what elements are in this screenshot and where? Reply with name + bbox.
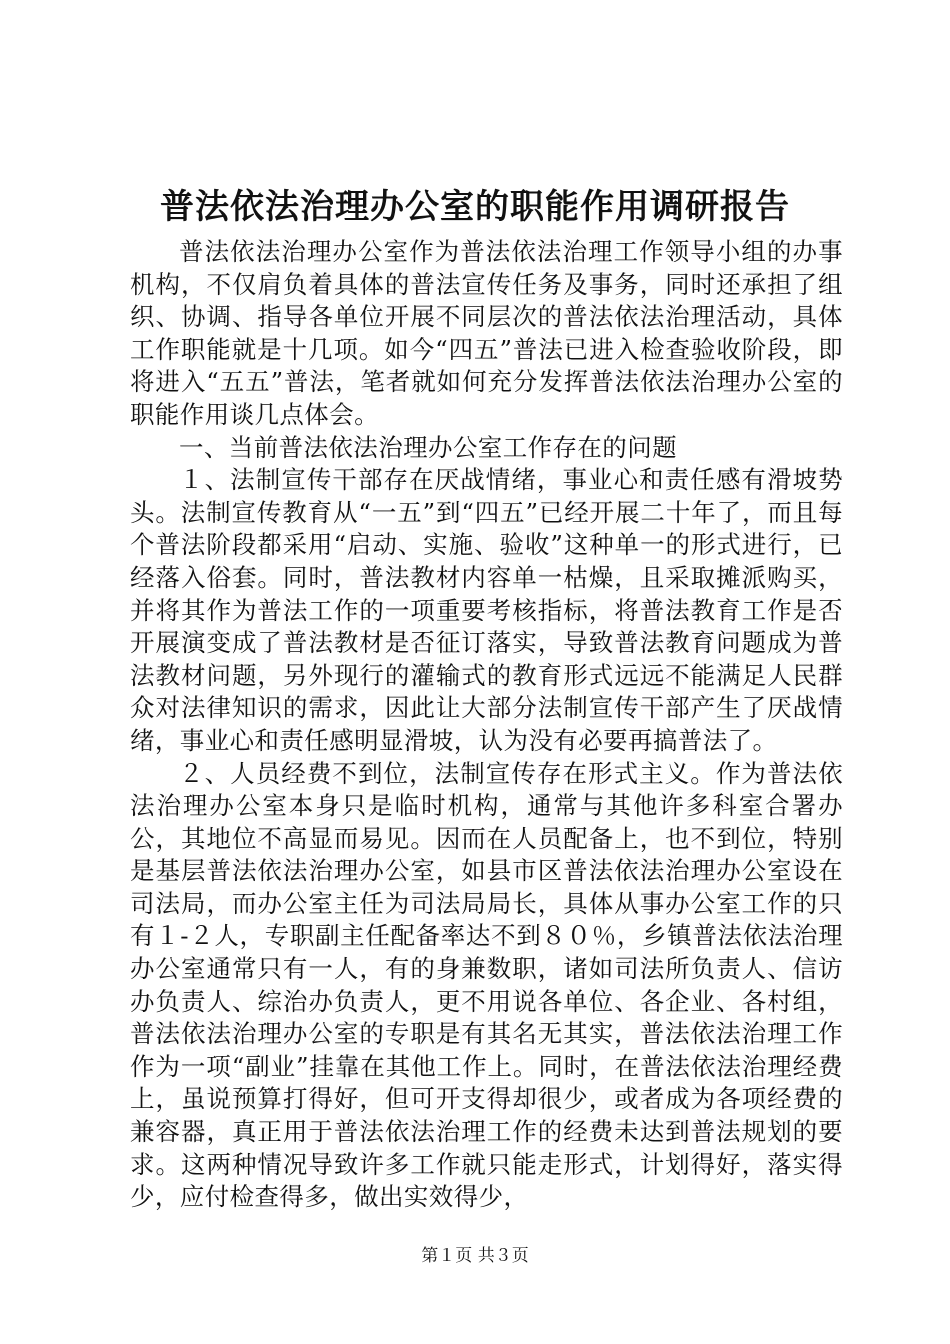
page-number-footer: 第１页 共３页 [421, 1246, 529, 1266]
intro-paragraph: 普法依法治理办公室作为普法依法治理工作领导小组的办事机构，不仅肩负着具体的普法宣传任务及事务，同时还承担了组织、协调、指导各单位开展不同层次的普法依法治理活动，具体工作职能就是十几项。如今“四五”普法已进入检查验收阶段，即将进入“五五”普法，笔者就如何充分发挥普法依法治理办公室的职能作用谈几点体会。 [130, 237, 843, 429]
document-title: 普法依法治理办公室的职能作用调研报告 [160, 187, 790, 227]
problem-paragraph-2: ２、人员经费不到位，法制宣传存在形式主义。作为普法依法治理办公室本身只是临时机构，通常与其他许多科室合署办公，其地位不高显而易见。因而在人员配备上，也不到位，特别是基层普法依法治理办公室，如县市区普法依法治理办公室设在司法局，而办公室主任为司法局局长，具体从事办公室工作的只有１-２人，专职副主任配备率达不到８０％，乡镇普法依法治理办公室通常只有一人，有的身兼数职，诸如司法所负责人、信访办负责人、综治办负责人，更不用说各单位、各企业、各村组，普法依法治理办公室的专职是有其名无其实，普法依法治理工作作为一项“副业”挂靠在其他工作上。同时，在普法依法治理经费上，虽说预算打得好，但可开支得却很少，或者成为各项经费的兼容器，真正用于普法依法治理工作的经费未达到普法规划的要求。这两种情况导致许多工作就只能走形式，计划得好，落实得少，应付检查得多，做出实效得少， [130, 758, 843, 1212]
document-body [130, 236, 843, 1214]
problem-paragraph-1: １、法制宣传干部存在厌战情绪，事业心和责任感有滑坡势头。法制宣传教育从“一五”到“四五”已经开展二十年了，而且每个普法阶段都采用“启动、实施、验收”这种单一的形式进行，已经落入俗套。同时，普法教材内容单一枯燥，且采取摊派购买，并将其作为普法工作的一项重要考核指标，将普法教育工作是否开展演变成了普法教材是否征订落实，导致普法教育问题成为普法教材问题，另外现行的灌输式的教育形式远远不能满足人民群众对法律知识的需求，因此让大部分法制宣传干部产生了厌战情绪，事业心和责任感明显滑坡，认为没有必要再搞普法了。 [130, 465, 843, 755]
section-heading: 一、当前普法依法治理办公室工作存在的问题 [179, 432, 677, 462]
